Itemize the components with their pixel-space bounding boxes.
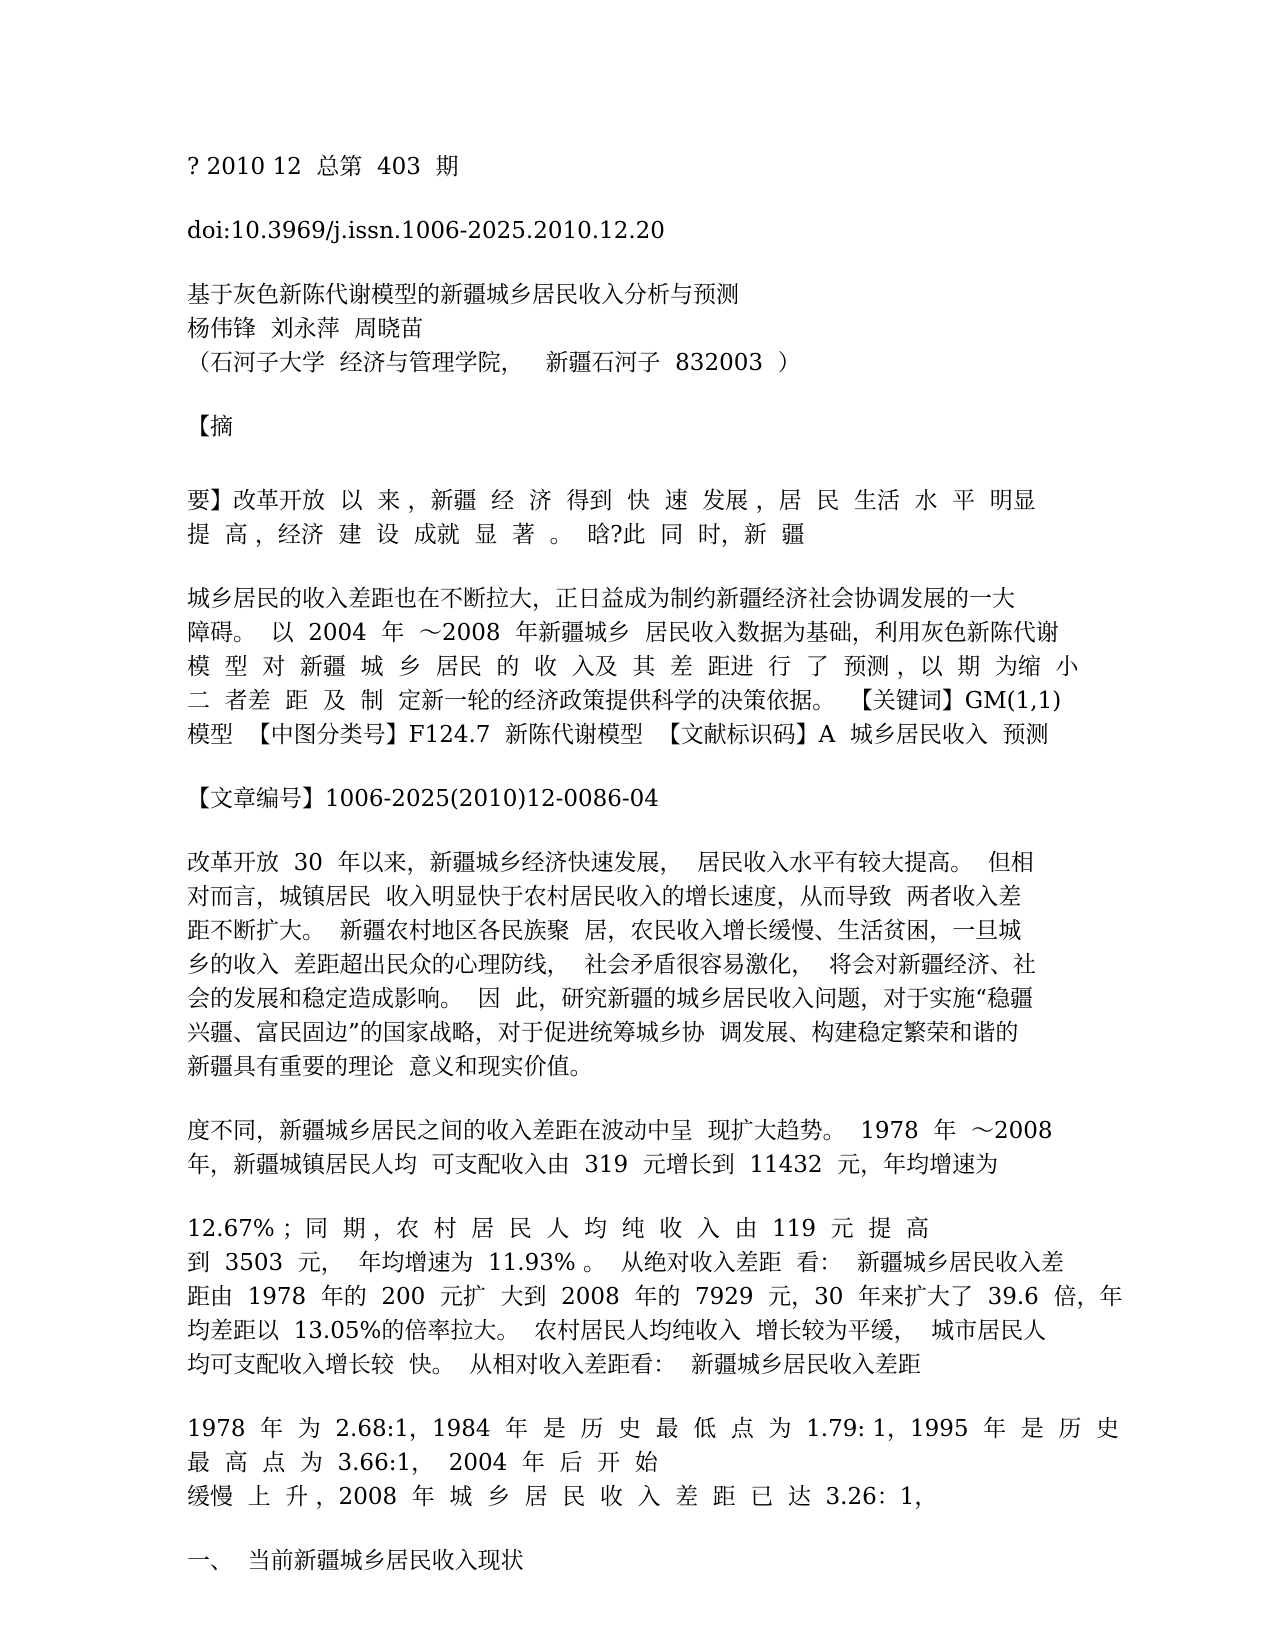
paragraph-line: 改革开放 30 年以来，新疆城乡经济快速发展， 居民收入水平有较大提高。 但相 [187,850,1034,876]
paragraph-line: 兴疆、富民固边”的国家战略，对于促进统筹城乡协 调发展、构建稳定繁荣和谐的 [187,1020,1019,1046]
paragraph-line: 12.67% ；同 期 ，农 村 居 民 人 均 纯 收 入 由 119 元 提 高 [187,1216,929,1242]
doi: doi:10.3969/j.issn.1006-2025.2010.12.20 [187,218,665,244]
abstract-line: 障碍。 以 2004 年 ～2008 年新疆城乡 居民收入数据为基础，利用灰色新陈代谢 [187,620,1059,646]
paragraph-line: 对而言，城镇居民 收入明显快于农村居民收入的增长速度，从而导致 两者收入差 [187,884,1022,910]
affiliation: （石河子大学 经济与管理学院， 新疆石河子 832003 ） [187,350,801,376]
abstract-line: 提 高 ，经济 建 设 成就 显 著 。 晗?此 同 时，新 疆 [187,522,805,548]
issue-line: ? 2010 12 总第 403 期 [187,154,459,180]
paragraph-line: 距由 1978 年的 200 元扩 大到 2008 年的 7929 元，30 年来扩大了 39.6 倍，年 [187,1284,1123,1310]
paragraph-line: 距不断扩大。 新疆农村地区各民族聚 居，农民收入增长缓慢、生活贫困，一旦城 [187,918,1022,944]
article-number: 【文章编号】1006-2025(2010)12-0086-04 [187,786,659,812]
paragraph-line: 乡的收入 差距超出民众的心理防线， 社会矛盾很容易激化， 将会对新疆经济、社 [187,952,1036,978]
abstract-line: 城乡居民的收入差距也在不断拉大，正日益成为制约新疆经济社会协调发展的一大 [187,586,1015,612]
paragraph-line: 到 3503 元， 年均增速为 11.93% 。 从绝对收入差距 看： 新疆城乡居民收入差 [187,1250,1064,1276]
income-gap-paragraph [187,1212,1123,1382]
paragraph-line: 会的发展和稳定造成影响。 因 此，研究新疆的城乡居民收入问题，对于实施“稳疆 [187,986,1034,1012]
paragraph-line: 缓慢 上 升 ，2008 年 城 乡 居 民 收 入 差 距 已 达 3.26：1， [187,1484,938,1510]
abstract-line: 模型 【中图分类号】F124.7 新陈代谢模型 【文献标识码】A 城乡居民收入 预测 [187,722,1049,748]
paragraph-line: 最 高 点 为 3.66:1， 2004 年 后 开 始 [187,1450,658,1476]
abstract-label: 【摘 [187,414,233,440]
abstract-line: 要】改革开放 以 来 ，新疆 经 济 得到 快 速 发展 ，居 民 生活 水 平 明显 [187,488,1036,514]
paragraph-line: 度不同，新疆城乡居民之间的收入差距在波动中呈 现扩大趋势。 1978 年 ～2008 [187,1118,1053,1144]
section-heading: 一、 当前新疆城乡居民收入现状 [187,1548,524,1574]
intro-paragraph [187,846,1102,1084]
income-trend-paragraph [187,1114,1102,1182]
paragraph-line: 均差距以 13.05%的倍率拉大。 农村居民人均纯收入 增长较为平缓， 城市居民人 [187,1318,1047,1344]
paragraph-line: 1978 年 为 2.68:1，1984 年 是 历 史 最 低 点 为 1.79: 1，1995 年 是 历 史 [187,1416,1120,1442]
paragraph-line: 均可支配收入增长较 快。 从相对收入差距看： 新疆城乡居民收入差距 [187,1352,921,1378]
relative-gap-paragraph [187,1412,1120,1514]
paragraph-line: 年，新疆城镇居民人均 可支配收入由 319 元增长到 11432 元，年均增速为 [187,1152,999,1178]
paragraph-line: 新疆具有重要的理论 意义和现实价值。 [187,1054,593,1080]
paper-page [187,150,1123,1578]
abstract-block [187,484,1102,752]
abstract-line: 二 者差 距 及 制 定新一轮的经济政策提供科学的决策依据。 【关键词】GM(1,1) [187,688,1062,714]
authors: 杨伟锋 刘永萍 周晓苗 [187,316,424,342]
paper-title: 基于灰色新陈代谢模型的新疆城乡居民收入分析与预测 [187,282,739,308]
abstract-line: 模 型 对 新疆 城 乡 居民 的 收 入及 其 差 距进 行 了 预测 ，以 期 为缩 小 [187,654,1079,680]
